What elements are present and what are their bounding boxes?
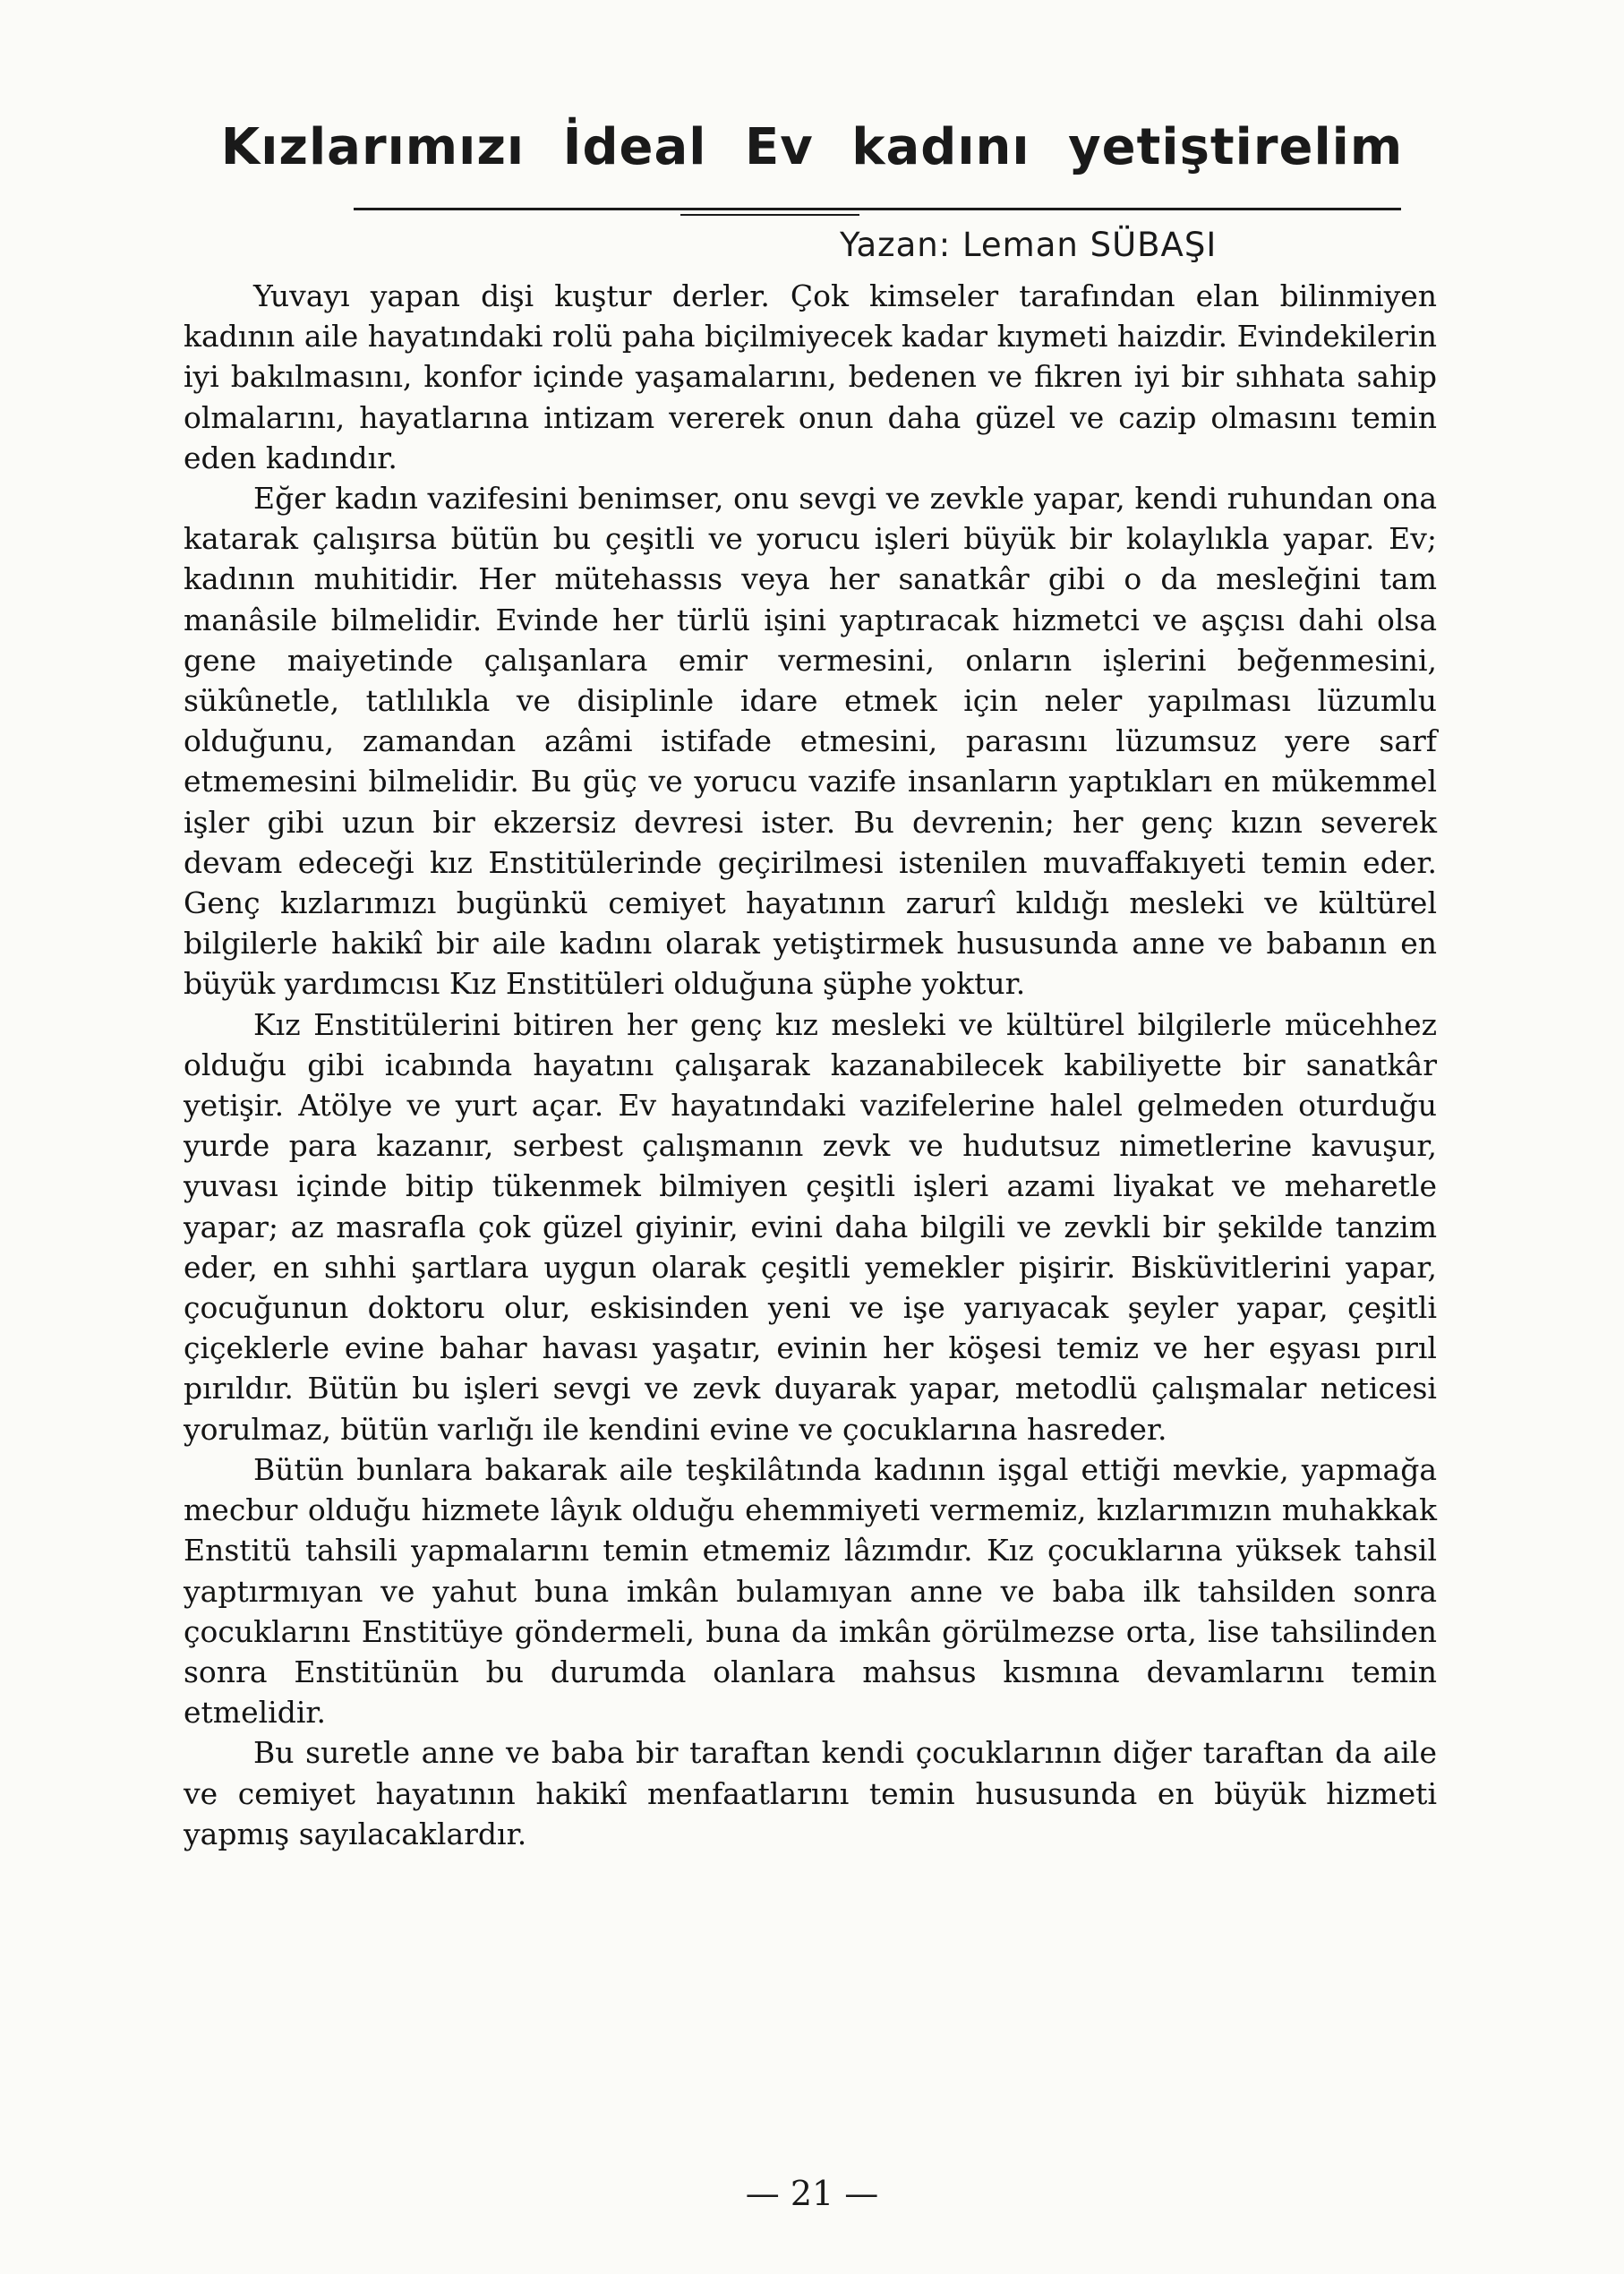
author-byline: Yazan: Leman SÜBAŞI — [840, 226, 1218, 264]
paragraph: Yuvayı yapan dişi kuştur derler. Çok kimseler tarafından elan bilinmiyen kadının aile hayatındaki rolü paha biçilmiyecek kadar kıymeti haizdir. Evindekilerin iyi bakılmasını, konfor içinde yaşamalarını, bedenen ve fikren iyi bir sıhhata sahip olmalarını, hayatlarına intizam vererek onun daha güzel ve cazip olmasını temin eden kadındır. — [184, 278, 1437, 475]
article-title: Kızlarımızı İdeal Ev kadını yetiştirelim — [220, 118, 1404, 176]
paragraph: Bu suretle anne ve baba bir taraftan kendi çocuklarının diğer taraftan da aile ve cemiyet hayatının hakikî menfaatlarını temin hususunda en büyük hizmeti yapmış sayılacaklardır. — [184, 1735, 1437, 1851]
paragraph: Kız Enstitülerini bitiren her genç kız mesleki ve kültürel bilgilerle mücehhez olduğu gibi icabında hayatını çalışarak kazanabilecek kabiliyette bir sanatkâr yetişir. Atölye ve yurt açar. Ev hayatındaki vazifelerine halel gelmeden oturduğu yurde para kazanır, serbest çalışmanın zevk ve hudutsuz nimetlerine kavuşur, yuvası içinde bitip tükenmek bilmiyen çeşitli işleri azami liyakat ve meharetle yapar; az masrafla çok güzel giyinir, evini daha bilgili ve zevkli bir şekilde tanzim eder, en sıhhi şartlara uygun olarak çeşitli yemekler pişirir. Bisküvitlerini yapar, çocuğunun doktoru olur, eskisinden yeni ve işe yarıyacak şeyler yapar, çeşitli çiçeklerle evine bahar havası yaşatır, evinin her köşesi temiz ve her eşyası pırıl pırıldır. Bütün bu işleri sevgi ve zevk duyarak yapar, metodlü çalışmalar neticesi yorulmaz, bütün varlığı ile kendini evine ve çocuklarına hasreder. — [184, 1006, 1437, 1447]
article-body — [184, 276, 1437, 1854]
paragraph: Eğer kadın vazifesini benimser, onu sevgi ve zevkle yapar, kendi ruhundan ona katarak çalışırsa bütün bu çeşitli ve yorucu işleri büyük bir kolaylıkla yapar. Ev; kadının muhitidir. Her mütehassıs veya her sanatkâr gibi o da mesleğini tam manâsile bilmelidir. Evinde her türlü işini yaptıracak hizmetci ve aşçısı dahi olsa gene maiyetinde çalışanlara emir vermesini, onların işlerini beğenmesini, sükûnetle, tatlılıkla ve disiplinle idare etmek için neler yapılması lüzumlu olduğunu, zamandan azâmi istifade etmesini, parasını lüzumsuz yere sarf etmemesini bilmelidir. Bu güç ve yorucu vazife insanların yaptıkları en mükemmel işler gibi uzun bir ekzersiz devresi ister. Bu devrenin; her genç kızın severek devam edeceği kız Enstitülerinde geçirilmesi istenilen muvaffakıyeti temin eder. Genç kızlarımızı bugünkü cemiyet hayatının zarurî kıldığı mesleki ve kültürel bilgilerle hakikî bir aile kadını olarak yetiştirmek hususunda anne ve babanın en büyük yardımcısı Kız Enstitüleri olduğuna şüphe yoktur. — [184, 481, 1437, 1002]
paragraph: Bütün bunlara bakarak aile teşkilâtında kadının işgal ettiği mevkie, yapmağa mecbur olduğu hizmete lâyık olduğu ehemmiyeti vermemiz, kızlarımızın muhakkak Enstitü tahsili yapmalarını temin etmemiz lâzımdır. Kız çocuklarına yüksek tahsil yaptırmıyan ve yahut buna imkân bulamıyan anne ve baba ilk tahsilden sonra çocuklarını Enstitüye göndermeli, buna da imkân görülmezse orta, lise tahsilinden sonra Enstitünün bu durumda olanlara mahsus kısmına devamlarını temin etmelidir. — [184, 1451, 1437, 1731]
page-number: — 21 — — [745, 2174, 879, 2213]
title-underline-accent — [680, 214, 859, 216]
title-underline — [354, 208, 1401, 210]
